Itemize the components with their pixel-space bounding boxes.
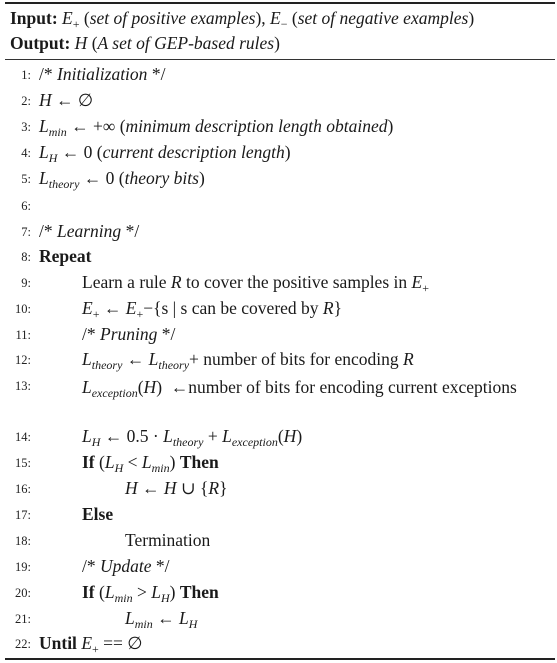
algorithm-box xyxy=(5,2,555,660)
line-text: /* Learning */ xyxy=(39,221,140,241)
line-number: 13: xyxy=(15,379,31,393)
input-label: Input: xyxy=(10,8,58,28)
algorithm-line xyxy=(5,64,555,90)
top-rule xyxy=(5,2,555,4)
line-number: 12: xyxy=(15,353,31,367)
output-label: Output: xyxy=(10,33,71,53)
algorithm-line xyxy=(5,90,555,116)
header-rule xyxy=(5,59,555,60)
line-text: $L_{theory}$ ← $L_{theory}+$ number of bits for encoding R xyxy=(82,349,414,372)
line-text: H ← H ∪ {R} xyxy=(125,478,228,498)
algorithm-line xyxy=(5,582,555,608)
line-number: 21: xyxy=(15,612,31,626)
algorithm-line xyxy=(5,452,555,478)
line-number: 5: xyxy=(21,172,31,186)
line-text: Else xyxy=(82,504,114,524)
algorithm-line xyxy=(5,478,555,504)
line-text: $L_H$ ← 0 (current description length) xyxy=(39,142,291,165)
line-number: 1: xyxy=(21,68,31,82)
algorithm-line xyxy=(5,426,555,452)
line-text: $E_+$ ← $E_+-\{s$ | s can be covered by R} xyxy=(82,298,343,321)
line-text: Termination xyxy=(125,530,211,550)
line-text: $L_{min}$ ← +∞ (minimum description length obtained) xyxy=(39,116,394,139)
line-number: 14: xyxy=(15,430,31,444)
input-text: $E_+$ (set of positive examples), $E_-$ (set of negative examples) xyxy=(62,8,475,31)
line-text: $L_{min}$ ← $L_H$ xyxy=(125,608,198,631)
line-number: 4: xyxy=(21,146,31,160)
output-line xyxy=(10,33,280,54)
line-number: 11: xyxy=(15,328,31,342)
algorithm-line xyxy=(5,349,555,375)
line-text: $L_H$ ← $0.5 \cdot L_{theory} + L_{exception}(H)$ xyxy=(82,426,303,449)
line-number: 22: xyxy=(15,637,31,651)
algorithm-line xyxy=(5,246,555,272)
line-number: 19: xyxy=(15,560,31,574)
algorithm-line xyxy=(5,556,555,582)
line-number: 10: xyxy=(15,302,31,316)
algorithm-line xyxy=(5,195,555,221)
line-number: 17: xyxy=(15,508,31,522)
bottom-rule xyxy=(5,658,555,660)
line-text: /* Update */ xyxy=(82,556,170,576)
line-text: Learn a rule R to cover the positive samples in $E_+$ xyxy=(82,272,429,295)
line-number: 7: xyxy=(21,225,31,239)
line-text: Repeat xyxy=(39,246,92,266)
line-text: H ← ∅ xyxy=(39,90,94,110)
line-number: 6: xyxy=(21,199,31,213)
algorithm-line xyxy=(5,324,555,350)
line-text: $L_{exception}(H)$ ←number of bits for encoding current exceptions xyxy=(82,377,517,400)
line-text: /* Initialization */ xyxy=(39,64,166,84)
algorithm-line xyxy=(5,375,555,401)
line-text: If $(L_{min} > L_H)$ Then xyxy=(82,582,219,605)
algorithm-line xyxy=(5,272,555,298)
line-text: If $(L_H < L_{min})$ Then xyxy=(82,452,219,475)
algorithm-line xyxy=(5,221,555,247)
output-text: H (A set of GEP-based rules) xyxy=(74,33,280,53)
input-line xyxy=(10,8,474,29)
line-number: 16: xyxy=(15,482,31,496)
line-number: 2: xyxy=(21,94,31,108)
line-text: $L_{theory}$ ← 0 (theory bits) xyxy=(39,168,205,191)
line-number: 18: xyxy=(15,534,31,548)
algorithm-line xyxy=(5,142,555,168)
algorithm-line xyxy=(5,633,555,659)
line-text: Until $E_+$ == ∅ xyxy=(39,633,143,656)
algorithm-line xyxy=(5,504,555,530)
line-number: 15: xyxy=(15,456,31,470)
algorithm-line xyxy=(5,168,555,194)
algorithm-line xyxy=(5,530,555,556)
algorithm-line xyxy=(5,116,555,142)
line-number: 8: xyxy=(21,250,31,264)
line-text: /* Pruning */ xyxy=(82,324,176,344)
algorithm-line xyxy=(5,298,555,324)
line-number: 3: xyxy=(21,120,31,134)
algorithm-line xyxy=(5,608,555,634)
line-number: 9: xyxy=(21,276,31,290)
line-number: 20: xyxy=(15,586,31,600)
